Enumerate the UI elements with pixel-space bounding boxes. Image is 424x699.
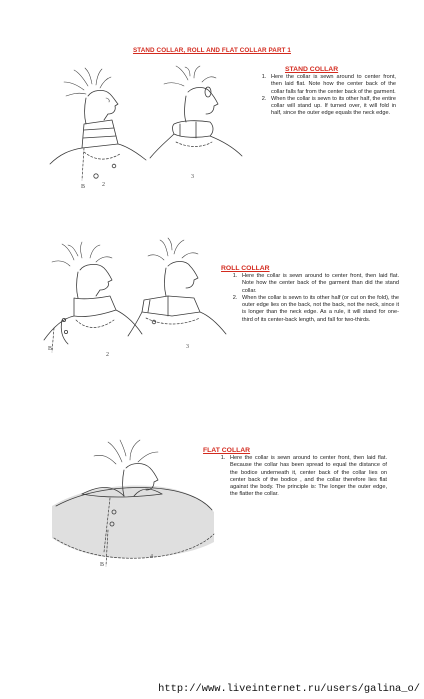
- svg-text:B: B: [81, 184, 86, 190]
- stand-collar-heading: STAND COLLAR: [285, 66, 339, 73]
- roll-collar-steps: [228, 273, 399, 324]
- flat-collar-figure-4: [42, 434, 217, 574]
- figure-number: 2: [102, 182, 105, 188]
- footer-source-url[interactable]: http://www.liveinternet.ru/users/galina_o/: [158, 683, 420, 695]
- page-title: STAND COLLAR, ROLL AND FLAT COLLAR PART 1: [132, 47, 291, 54]
- figure-number: 4: [150, 554, 153, 560]
- figure-number: 2: [106, 352, 109, 358]
- stand-collar-steps: [257, 74, 396, 118]
- svg-text:B: B: [100, 562, 105, 568]
- step-item: 1. Here the collar is sewn around to center front, then laid flat. Because the collar has been spread to equal the distance of the bodice underneath it, center back of the collar lies on center back of the bodice , and the collar therefore lies flat against the body. The principle is: The longer the outer edge, the flatter the collar.: [227, 455, 387, 499]
- step-item: 2. When the collar is sewn to its other half, the entire collar will stand up. If turned over, it will fold in half, since the outer edge equals the neck edge.: [268, 96, 396, 118]
- flat-collar-heading: FLAT COLLAR: [203, 447, 251, 454]
- step-item: 1. Here the collar is sewn around to center front, then laid flat. Note how the center back of the garment than did the stand collar.: [239, 273, 399, 295]
- flat-collar-steps: [216, 455, 387, 499]
- svg-text:B: B: [48, 346, 53, 352]
- figure-number: 3: [191, 174, 194, 180]
- stand-collar-figure-2: [48, 68, 148, 188]
- step-item: 2. When the collar is sewn to its other half (or cut on the fold), the outer edge lies on the back, not the back, not the neck, since it is longer than the neck edge. As a rule, it will stand for one-third of its center-back length, and fall for two-thirds.: [239, 295, 399, 324]
- roll-collar-heading: ROLL COLLAR: [221, 265, 270, 272]
- stand-collar-figure-3: [150, 66, 245, 186]
- figure-number: 3: [186, 344, 189, 350]
- step-item: 1. Here the collar is sewn around to center front, then laid flat. Note how the center back of the collar falls far from the center back of the garment.: [268, 74, 396, 96]
- roll-collar-figure-3: [128, 236, 228, 356]
